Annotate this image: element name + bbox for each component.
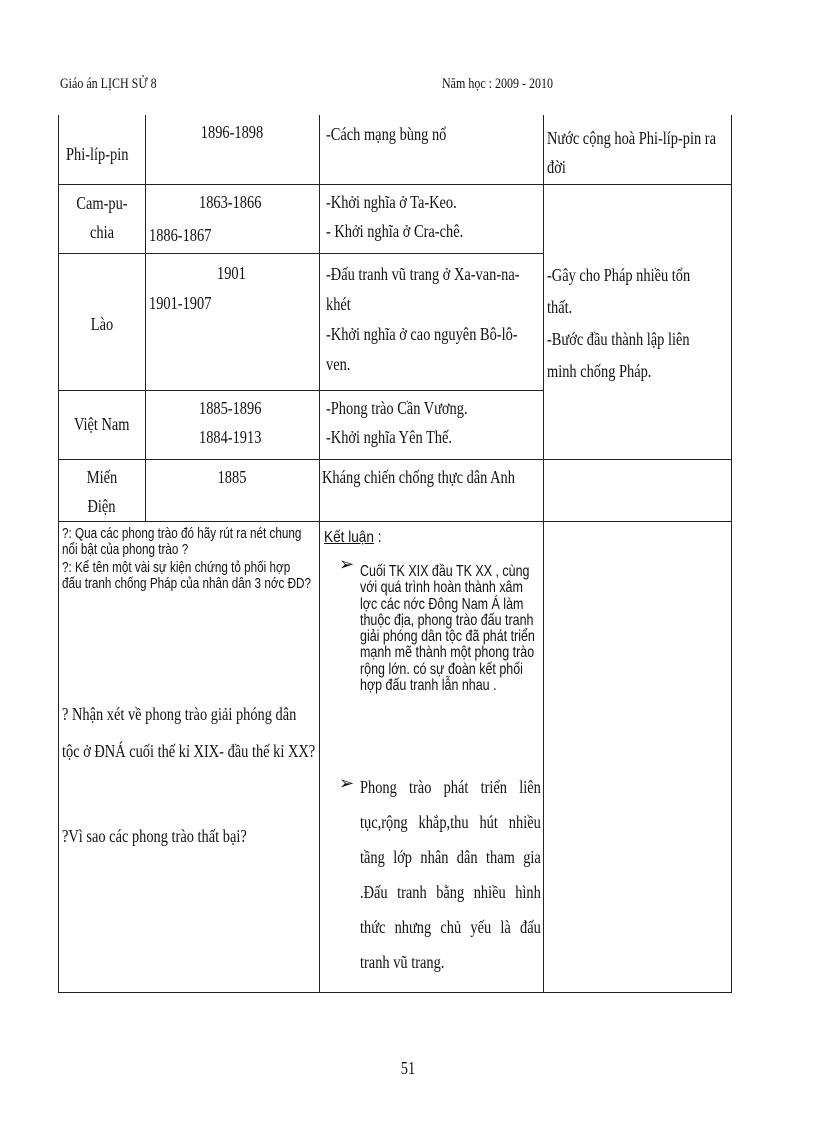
country-philippines: Phi-líp-pin bbox=[66, 144, 129, 164]
years-cambodia-2: 1886-1867 bbox=[149, 225, 212, 245]
country-laos: Lào bbox=[90, 314, 113, 334]
conclusion-bullet-1: Cuối TK XIX đầu TK XX , cùng với quá trình hoàn thành xâm lợc các nớc Đông Nam Á làm thuộc địa, phong trào đấu tranh giải phóng dân tộc đã phát triển mạnh mẽ thành một phong trào rộng lớn. có sự đoàn kết phối hợp đấu tranh lẫn nhau . bbox=[360, 563, 535, 695]
question-3: ? Nhận xét về phong trào giải phóng dân tộc ở ĐNÁ cuối thế kỉ XIX- đầu thế kỉ XX? bbox=[62, 704, 316, 761]
page-number: 51 bbox=[400, 1058, 416, 1078]
years-laos-2: 1901-1907 bbox=[149, 293, 212, 313]
result-merged: -Gây cho Pháp nhiều tổn thất. -Bước đầu thành lập liên minh chống Pháp. bbox=[547, 265, 691, 381]
country-myanmar: Miến Điện bbox=[86, 467, 117, 516]
years-cambodia-1: 1863-1866 bbox=[199, 192, 262, 212]
header-right: Năm học : 2009 - 2010 bbox=[442, 76, 553, 92]
events-laos: -Đấu tranh vũ trang ở Xa-van-na- khét -Khởi nghĩa ở cao nguyên Bô-lô- ven. bbox=[326, 264, 520, 374]
country-cambodia: Cam-pu- chia bbox=[75, 193, 128, 242]
result-philippines: Nước cộng hoà Phi-líp-pin ra đời bbox=[547, 128, 716, 177]
header-left: Giáo án LỊCH SỬ 8 bbox=[60, 76, 157, 92]
years-philippines: 1896-1898 bbox=[200, 122, 264, 142]
conclusion-title: Kết luận : bbox=[324, 529, 382, 546]
country-vietnam: Việt Nam bbox=[73, 414, 130, 434]
question-2: ?: Kể tên một vài sự kiện chứng tỏ phối hợp đấu tranh chống Pháp của nhân dân 3 nớc ĐD? bbox=[62, 559, 312, 592]
events-vietnam: -Phong trào Cần Vương. -Khởi nghĩa Yên Thế. bbox=[326, 398, 468, 447]
conclusion-bullet-2: Phong trào phát triển liên tục,rộng khắp,thu hút nhiều tầng lớp nhân dân tham gia .Đấu tranh bằng nhiều hình thức nhưng chủ yếu là đấu tranh vũ trang. bbox=[360, 777, 541, 972]
events-cambodia: -Khởi nghĩa ở Ta-Keo. - Khởi nghĩa ở Cra-chê. bbox=[326, 192, 464, 241]
bullet-arrow-icon: ➢ bbox=[339, 554, 355, 574]
question-1: ?: Qua các phong trào đó hãy rút ra nét chung nổi bật của phong trào ? bbox=[62, 525, 302, 558]
years-vietnam: 1885-1896 1884-1913 bbox=[199, 398, 262, 447]
years-laos-1: 1901 bbox=[217, 263, 246, 283]
bullet-arrow-icon: ➢ bbox=[339, 773, 355, 793]
question-4: ?Vì sao các phong trào thất bại? bbox=[62, 826, 247, 846]
events-philippines: -Cách mạng bùng nổ bbox=[326, 124, 447, 144]
years-myanmar: 1885 bbox=[217, 467, 247, 487]
events-myanmar: Kháng chiến chống thực dân Anh bbox=[322, 467, 515, 487]
